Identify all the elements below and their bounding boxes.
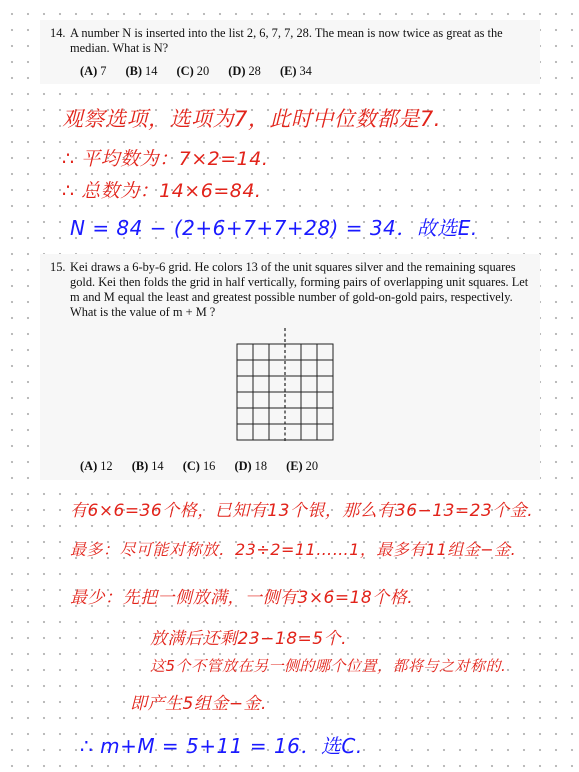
choice-c: (C) 16: [182, 459, 216, 473]
note-14-line-2: ∴ 平均数为：7×2=14.: [62, 148, 269, 170]
grid-figure: [225, 324, 345, 444]
problem-15-number: 15.: [50, 260, 66, 274]
choice-b: (B) 14: [125, 64, 158, 78]
problem-14-number: 14.: [50, 26, 66, 40]
note-15-line-4: 放满后还剩23−18=5个.: [150, 629, 347, 649]
problem-15-block: [40, 254, 540, 480]
note-15-line-1: 有6×6=36个格，已知有13个银，那么有36−13=23个金.: [70, 501, 534, 521]
problem-15-text-line-3: m and M equal the least and greatest possible number of gold-on-gold pairs, respectively.: [70, 290, 513, 304]
choice-e: (E) 34: [279, 64, 312, 78]
problem-15-choices: [80, 459, 334, 474]
choice-d: (D) 28: [228, 64, 261, 78]
problem-15-text-line-2: gold. Kei then folds the grid in half vertically, forming pairs of overlapping unit squares. Let: [70, 275, 529, 289]
choice-a: (A) 12: [80, 459, 113, 473]
note-14-line-4: N = 84 − (2+6+7+7+28) = 34．故选E.: [70, 216, 478, 240]
note-14-line-3: ∴ 总数为：14×6=84.: [62, 180, 262, 202]
note-15-line-6: 即产生5组金−金.: [130, 694, 267, 714]
problem-14-text-line-2: median. What is N?: [70, 41, 169, 55]
note-15-line-2: 最多：尽可能对称放．23÷2=11……1，最多有11组金−金.: [70, 540, 517, 559]
choice-b: (B) 14: [131, 459, 164, 473]
choice-a: (A) 7: [80, 64, 107, 78]
note-15-line-7: ∴ m+M = 5+11 = 16．选C.: [80, 734, 363, 758]
problem-15-text-line-4: What is the value of m + M ?: [70, 305, 216, 319]
note-14-line-1: 观察选项，选项为7，此时中位数都是7.: [62, 107, 441, 131]
note-15-line-3: 最少：先把一侧放满，一侧有3×6=18个格.: [70, 588, 414, 608]
problem-14-block: [40, 20, 540, 84]
problem-15-text-line-1: Kei draws a 6-by-6 grid. He colors 13 of the unit squares silver and the remaining squares: [70, 260, 516, 274]
choice-e: (E) 20: [286, 459, 319, 473]
choice-c: (C) 20: [176, 64, 210, 78]
problem-14-choices: [80, 64, 328, 79]
choice-d: (D) 18: [234, 459, 268, 473]
problem-14-text-line-1: A number N is inserted into the list 2, 6, 7, 7, 28. The mean is now twice as great as the: [70, 26, 503, 40]
note-15-line-5: 这5个不管放在另一侧的哪个位置，都将与之对称的.: [150, 657, 507, 675]
